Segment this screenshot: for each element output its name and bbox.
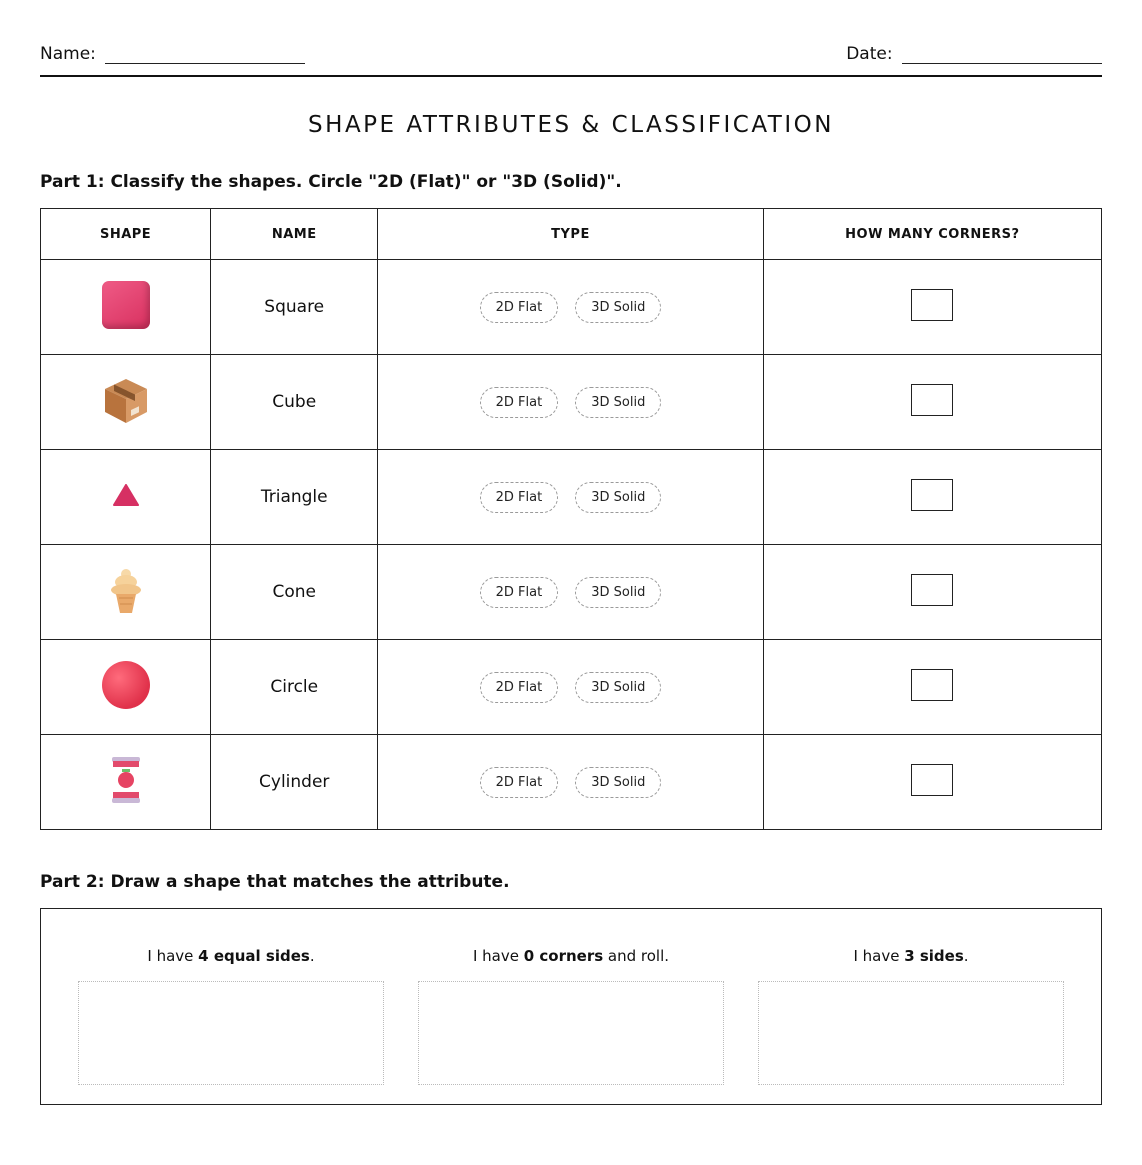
- cube-box-icon: [103, 375, 149, 425]
- name-label: Name:: [40, 44, 96, 64]
- prompt-bold-text: 3 sides: [904, 947, 964, 965]
- header-divider: [40, 75, 1102, 77]
- option-2d-flat[interactable]: 2D Flat: [480, 482, 559, 513]
- shape-name: Cube: [211, 355, 378, 450]
- corners-cell: [763, 640, 1101, 735]
- corners-cell: [763, 355, 1101, 450]
- corners-answer-box[interactable]: [911, 764, 953, 796]
- drawing-area[interactable]: [78, 981, 384, 1085]
- part2-heading: Part 2: Draw a shape that matches the attribute.: [40, 872, 510, 892]
- corners-cell: [763, 735, 1101, 830]
- shape-name: Triangle: [211, 450, 378, 545]
- corners-cell: [763, 450, 1101, 545]
- option-2d-flat[interactable]: 2D Flat: [480, 292, 559, 323]
- option-2d-flat[interactable]: 2D Flat: [480, 577, 559, 608]
- prompt-text: and roll.: [603, 947, 670, 965]
- corners-answer-box[interactable]: [911, 384, 953, 416]
- prompt-four-equal-sides: [78, 947, 384, 965]
- shape-classification-table: [40, 208, 1102, 830]
- option-3d-solid[interactable]: 3D Solid: [575, 672, 661, 703]
- type-cell: [378, 545, 763, 640]
- drawing-area[interactable]: [758, 981, 1064, 1085]
- prompt-text: .: [309, 947, 315, 965]
- name-field: [40, 44, 305, 64]
- part1-heading: Part 1: Classify the shapes. Circle "2D (Flat)" or "3D (Solid)".: [40, 172, 622, 192]
- corners-answer-box[interactable]: [911, 669, 953, 701]
- date-label: Date:: [846, 44, 893, 64]
- option-3d-solid[interactable]: 3D Solid: [575, 482, 661, 513]
- type-cell: [378, 260, 763, 355]
- shape-cell: [41, 640, 211, 735]
- corners-answer-box[interactable]: [911, 479, 953, 511]
- table-row: [41, 545, 1102, 640]
- table-row: [41, 640, 1102, 735]
- drawing-section: [40, 908, 1102, 1105]
- shape-cell: [41, 545, 211, 640]
- can-cylinder-icon: [107, 754, 145, 806]
- shape-name: Square: [211, 260, 378, 355]
- page-title: SHAPE ATTRIBUTES & CLASSIFICATION: [308, 112, 834, 138]
- table-row: [41, 260, 1102, 355]
- corners-answer-box[interactable]: [911, 574, 953, 606]
- table-row: [41, 355, 1102, 450]
- prompt-bold-text: 4 equal sides: [198, 947, 310, 965]
- name-blank-line[interactable]: [105, 47, 305, 64]
- shape-name: Cone: [211, 545, 378, 640]
- table-row: [41, 735, 1102, 830]
- option-2d-flat[interactable]: 2D Flat: [480, 387, 559, 418]
- shape-name: Cylinder: [211, 735, 378, 830]
- date-blank-line[interactable]: [902, 47, 1102, 64]
- prompt-zero-corners: [418, 947, 724, 965]
- corners-cell: [763, 545, 1101, 640]
- column-header-corners: HOW MANY CORNERS?: [763, 209, 1101, 260]
- type-cell: [378, 450, 763, 545]
- table-header-row: [41, 209, 1102, 260]
- ice-cream-cone-icon: [108, 565, 144, 615]
- type-cell: [378, 735, 763, 830]
- option-2d-flat[interactable]: 2D Flat: [480, 767, 559, 798]
- column-header-type: TYPE: [378, 209, 763, 260]
- prompt-text: .: [963, 947, 969, 965]
- type-cell: [378, 640, 763, 735]
- prompt-bold-text: 0 corners: [523, 947, 604, 965]
- drawing-area[interactable]: [418, 981, 724, 1085]
- prompt-text: I have: [853, 947, 905, 965]
- square-icon: [102, 281, 150, 329]
- option-2d-flat[interactable]: 2D Flat: [480, 672, 559, 703]
- type-cell: [378, 355, 763, 450]
- triangle-icon: [113, 484, 139, 506]
- shape-cell: [41, 260, 211, 355]
- column-header-shape: SHAPE: [41, 209, 211, 260]
- shape-cell: [41, 355, 211, 450]
- option-3d-solid[interactable]: 3D Solid: [575, 292, 661, 323]
- table-row: [41, 450, 1102, 545]
- column-header-name: NAME: [211, 209, 378, 260]
- shape-cell: [41, 735, 211, 830]
- option-3d-solid[interactable]: 3D Solid: [575, 767, 661, 798]
- date-field: [846, 44, 1102, 64]
- shape-cell: [41, 450, 211, 545]
- prompt-three-sides: [758, 947, 1064, 965]
- corners-answer-box[interactable]: [911, 289, 953, 321]
- circle-icon: [102, 661, 150, 709]
- prompt-text: I have: [472, 947, 524, 965]
- shape-name: Circle: [211, 640, 378, 735]
- header-row: [40, 44, 1102, 66]
- option-3d-solid[interactable]: 3D Solid: [575, 387, 661, 418]
- corners-cell: [763, 260, 1101, 355]
- option-3d-solid[interactable]: 3D Solid: [575, 577, 661, 608]
- prompt-text: I have: [147, 947, 199, 965]
